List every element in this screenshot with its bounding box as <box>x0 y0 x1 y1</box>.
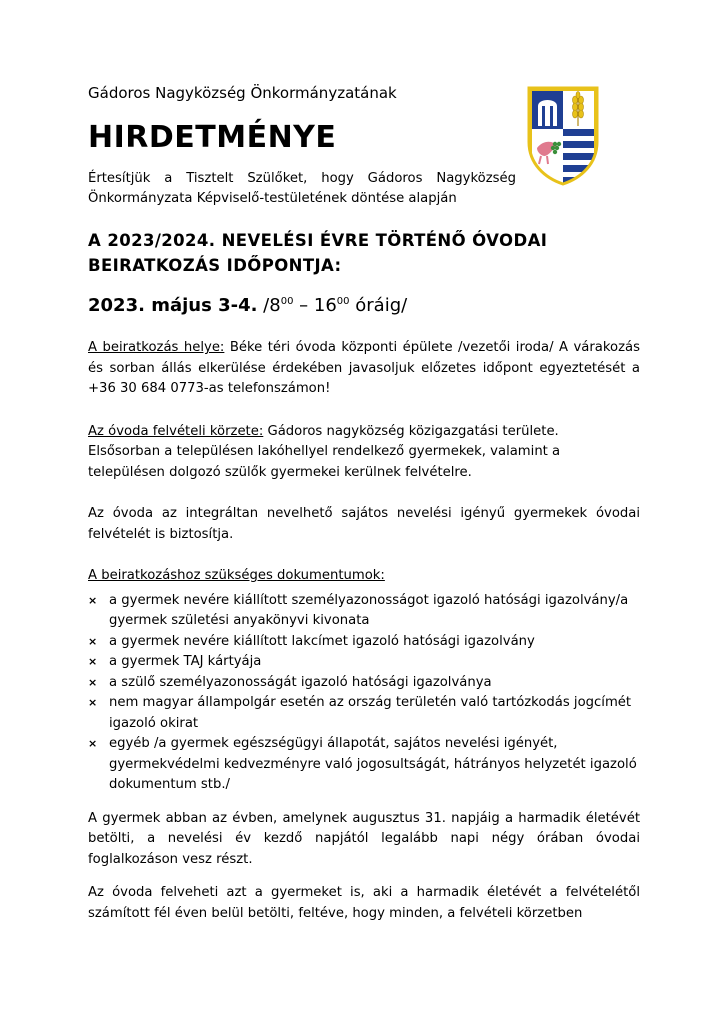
page-title: HIRDETMÉNYE <box>88 120 337 155</box>
registration-heading: A 2023/2024. NEVELÉSI ÉVRE TÖRTÉNŐ ÓVODAI BEIRATKOZÁS IDŐPONTJA: <box>88 231 548 275</box>
list-item: × a szülő személyazonosságát igazoló hatósági igazolványa <box>88 673 640 694</box>
district-text: Gádoros nagyközség közigazgatási területe. <box>263 423 559 439</box>
documents-label: A beiratkozáshoz szükséges dokumentumok: <box>88 568 385 583</box>
district-label: Az óvoda felvételi körzete: <box>88 423 264 439</box>
issuer-line: Gádoros Nagyközség Önkormányzatának <box>88 84 397 102</box>
list-item: × nem magyar állampolgár esetén az ország területén való tartózkodás jogcímét igazoló okirat <box>88 695 632 731</box>
list-item: × a gyermek nevére kiállított személyazonosságot igazoló hatósági igazolvány/a gyermek születési anyakönyvi kivonata <box>88 592 629 628</box>
list-item: × a gyermek TAJ kártyája <box>88 652 640 673</box>
age-paragraph: A gyermek abban az évben, amelynek augusztus 31. napjáig a harmadik életévét betölti, a nevelési év kezdő napjától legalább napi négy órában óvodai foglalkozáson vesz részt. <box>88 810 640 867</box>
documents-list <box>88 591 640 796</box>
cross-bullet-icon: × <box>88 675 98 689</box>
registration-date <box>88 295 640 316</box>
cross-bullet-icon: × <box>88 696 98 709</box>
cross-bullet-icon: × <box>88 593 98 607</box>
time-range: $/8^{00} - 16^{00}$ óráig/ <box>263 295 408 316</box>
list-item: × egyéb /a gyermek egészségügyi állapotát, sajátos nevelési igényét, gyermekvédelmi kedvezményre való jogosultságát, hátrányos helyzetét igazoló dokumentum stb./ <box>88 736 637 792</box>
district-paragraph <box>88 422 640 443</box>
district-details: Elsősorban a településen lakóhellyel rendelkező gyermekek, valamint a településen dolgozó szülők gyermekei kerülnek felvételre. <box>88 444 561 480</box>
cross-bullet-icon: × <box>88 737 98 750</box>
cross-bullet-icon: × <box>88 634 98 648</box>
date-value: 2023. május 3-4. <box>88 295 258 316</box>
announcement-page <box>88 84 640 924</box>
documents-paragraph <box>88 566 640 587</box>
location-text: Béke téri óvoda központi épülete /vezetői iroda/ A várakozás és sorban állás elkerülése érdekében javasoljuk előzetes időpont egyeztetését a +36 30 684 0773-as telefonszámon! <box>88 340 640 396</box>
intro-text: Értesítjük a Tisztelt Szülőket, hogy Gádoros Nagyközség Önkormányzata Képviselő-testületének döntése alapján <box>88 171 516 206</box>
list-item: × a gyermek nevére kiállított lakcímet igazoló hatósági igazolvány <box>88 632 640 653</box>
location-paragraph <box>88 338 640 400</box>
cross-bullet-icon: × <box>88 655 98 668</box>
integration-paragraph: Az óvoda az integráltan nevelhető sajátos nevelési igényű gyermekek óvodai felvételét is biztosítja. <box>88 506 640 542</box>
admission-paragraph: Az óvoda felveheti azt a gyermeket is, aki a harmadik életévét a felvételétől számított fél éven belül betölti, feltéve, hogy minden, a felvételi körzetben <box>88 885 640 921</box>
location-label: A beiratkozás helye: <box>88 340 225 355</box>
